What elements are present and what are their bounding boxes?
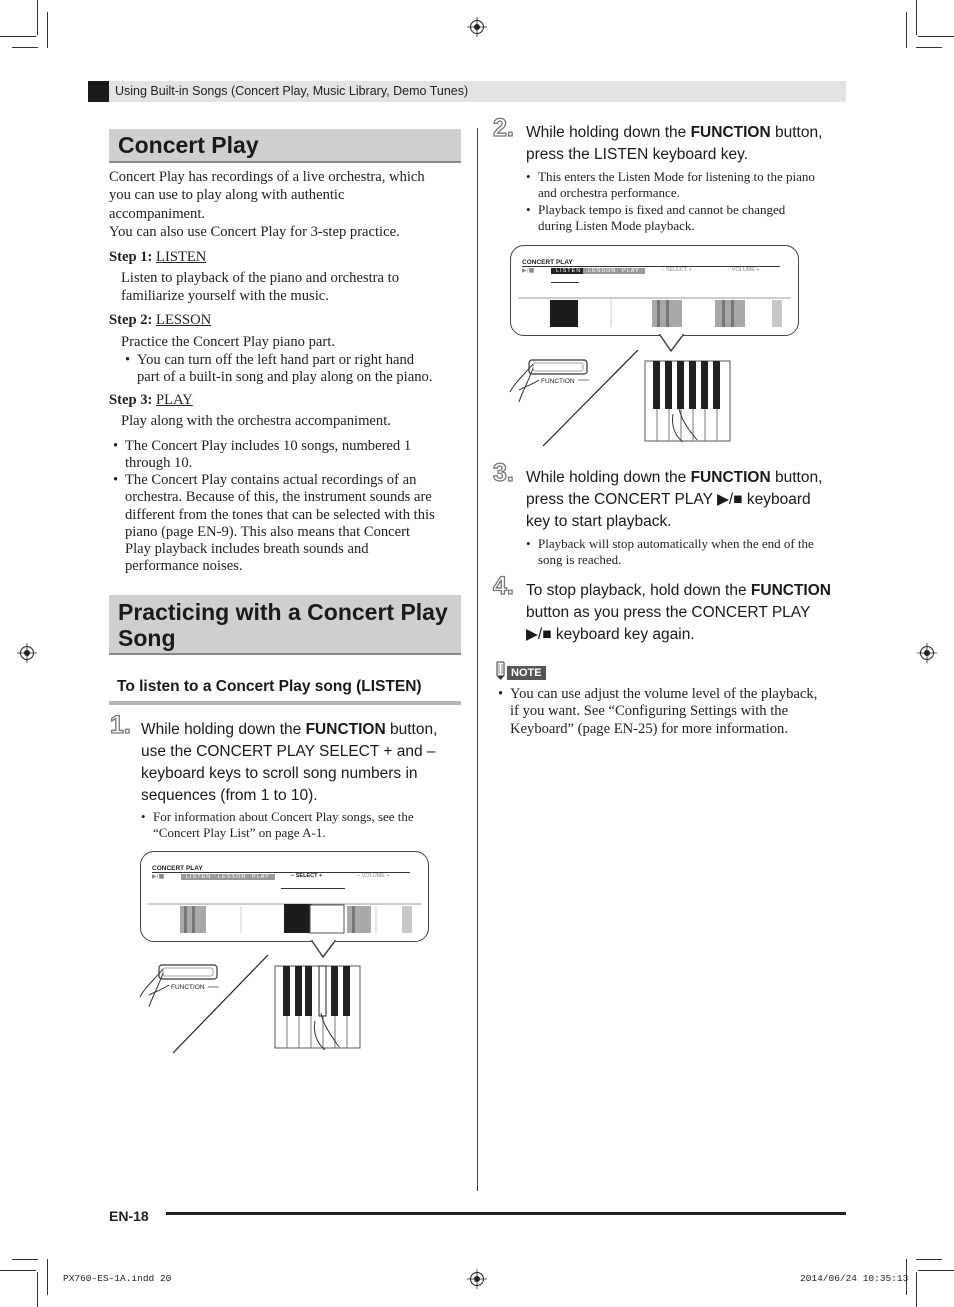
step-4-number: 4. [493, 572, 514, 600]
practicing-title: Practicing with a Concert Play Song [109, 595, 461, 655]
header-block [88, 81, 109, 102]
footer-rule [166, 1212, 846, 1215]
svg-text:FUNCTION: FUNCTION [171, 984, 205, 991]
step1-label: Step 1: LISTEN [109, 249, 207, 265]
registration-mark-bottom-icon [467, 1269, 487, 1289]
step2-label: Step 2: LESSON [109, 312, 212, 328]
concert-play-title: Concert Play [109, 129, 461, 163]
svg-text:FUNCTION: FUNCTION [541, 378, 575, 385]
step-1-text: While holding down the FUNCTION button, use the CONCERT PLAY SELECT + and – keyboard keys to scroll song numbers in sequences (from 1 to 10). [141, 721, 438, 804]
concert-play-panel-listen: CONCERT PLAY ▶/■ LISTEN LESSON PLAY − SELECT + − VOLUME + [510, 245, 799, 336]
listen-subtitle: To listen to a Concert Play song (LISTEN) [117, 678, 422, 695]
listen-rule [109, 701, 461, 705]
step3-desc: Play along with the orchestra accompaniment. [121, 413, 391, 429]
note-text: • You can use adjust the volume level of the playback, if you want. See “Configuring Settings with the Keyboard” (page EN-25) for more information. [498, 686, 818, 737]
step-2-number: 2. [493, 114, 514, 142]
step-3-text: While holding down the FUNCTION button, press the CONCERT PLAY ▶/■ keyboard key to start playback. [526, 469, 823, 530]
step-1-note: • For information about Concert Play songs, see the “Concert Play List” on page A-1. [141, 809, 414, 841]
step-1-number: 1. [110, 711, 131, 739]
concert-play-panel-select: CONCERT PLAY ▶/■ LISTEN LESSON PLAY − SELECT + − VOLUME + [140, 851, 429, 942]
step1-desc: Listen to playback of the piano and orchestra to familiarize yourself with the music. [121, 270, 400, 305]
step-2-note-1: • This enters the Listen Mode for listening to the piano and orchestra performance. [526, 169, 815, 201]
step-2-note-2: • Playback tempo is fixed and cannot be changed during Listen Mode playback. [526, 202, 786, 234]
step2-bullet: • You can turn off the left hand part or right hand part of a built-in song and play along on the piano. [125, 352, 433, 386]
registration-mark-right-icon [917, 643, 937, 663]
step-4-text: To stop playback, hold down the FUNCTION button as you press the CONCERT PLAY ▶/■ keyboard key again. [526, 582, 831, 643]
step3-label: Step 3: PLAY [109, 392, 193, 408]
panel-select-keys-illustration [140, 851, 440, 966]
function-keys-illustration [135, 955, 375, 1060]
timestamp-slug: 2014/06/24 10:35:13 [800, 1273, 909, 1284]
page-number: EN-18 [109, 1208, 149, 1224]
step2-desc: Practice the Concert Play piano part. [121, 334, 335, 350]
note-pencil-icon [494, 661, 508, 681]
registration-mark-top-icon [467, 17, 487, 37]
step-3-number: 3. [493, 459, 514, 487]
header-title: Using Built-in Songs (Concert Play, Music Library, Demo Tunes) [115, 84, 469, 98]
note-label: NOTE [507, 666, 546, 680]
step-3-note: • Playback will stop automatically when the end of the song is reached. [526, 536, 814, 568]
registration-mark-left-icon [17, 643, 37, 663]
bullet-recordings: • The Concert Play contains actual recordings of an orchestra. Because of this, the instrument sounds are different from the tones that can be selected with this piano (page EN-9). This also means that Concert Play playback includes breath sounds and performance noises. [113, 472, 435, 575]
file-slug: PX760-ES-1A.indd 20 [63, 1273, 172, 1284]
column-divider [477, 128, 478, 1191]
panel-listen-keys-illustration [510, 245, 810, 360]
step-2-text: While holding down the FUNCTION button, press the LISTEN keyboard key. [526, 124, 823, 163]
function-keys-illustration-right [505, 350, 745, 455]
bullet-10-songs: • The Concert Play includes 10 songs, numbered 1 through 10. [113, 438, 412, 472]
intro-text: Concert Play has recordings of a live orchestra, which you can use to play along with authentic accompaniment. You can also use Concert Play for 3-step practice. [109, 169, 425, 241]
